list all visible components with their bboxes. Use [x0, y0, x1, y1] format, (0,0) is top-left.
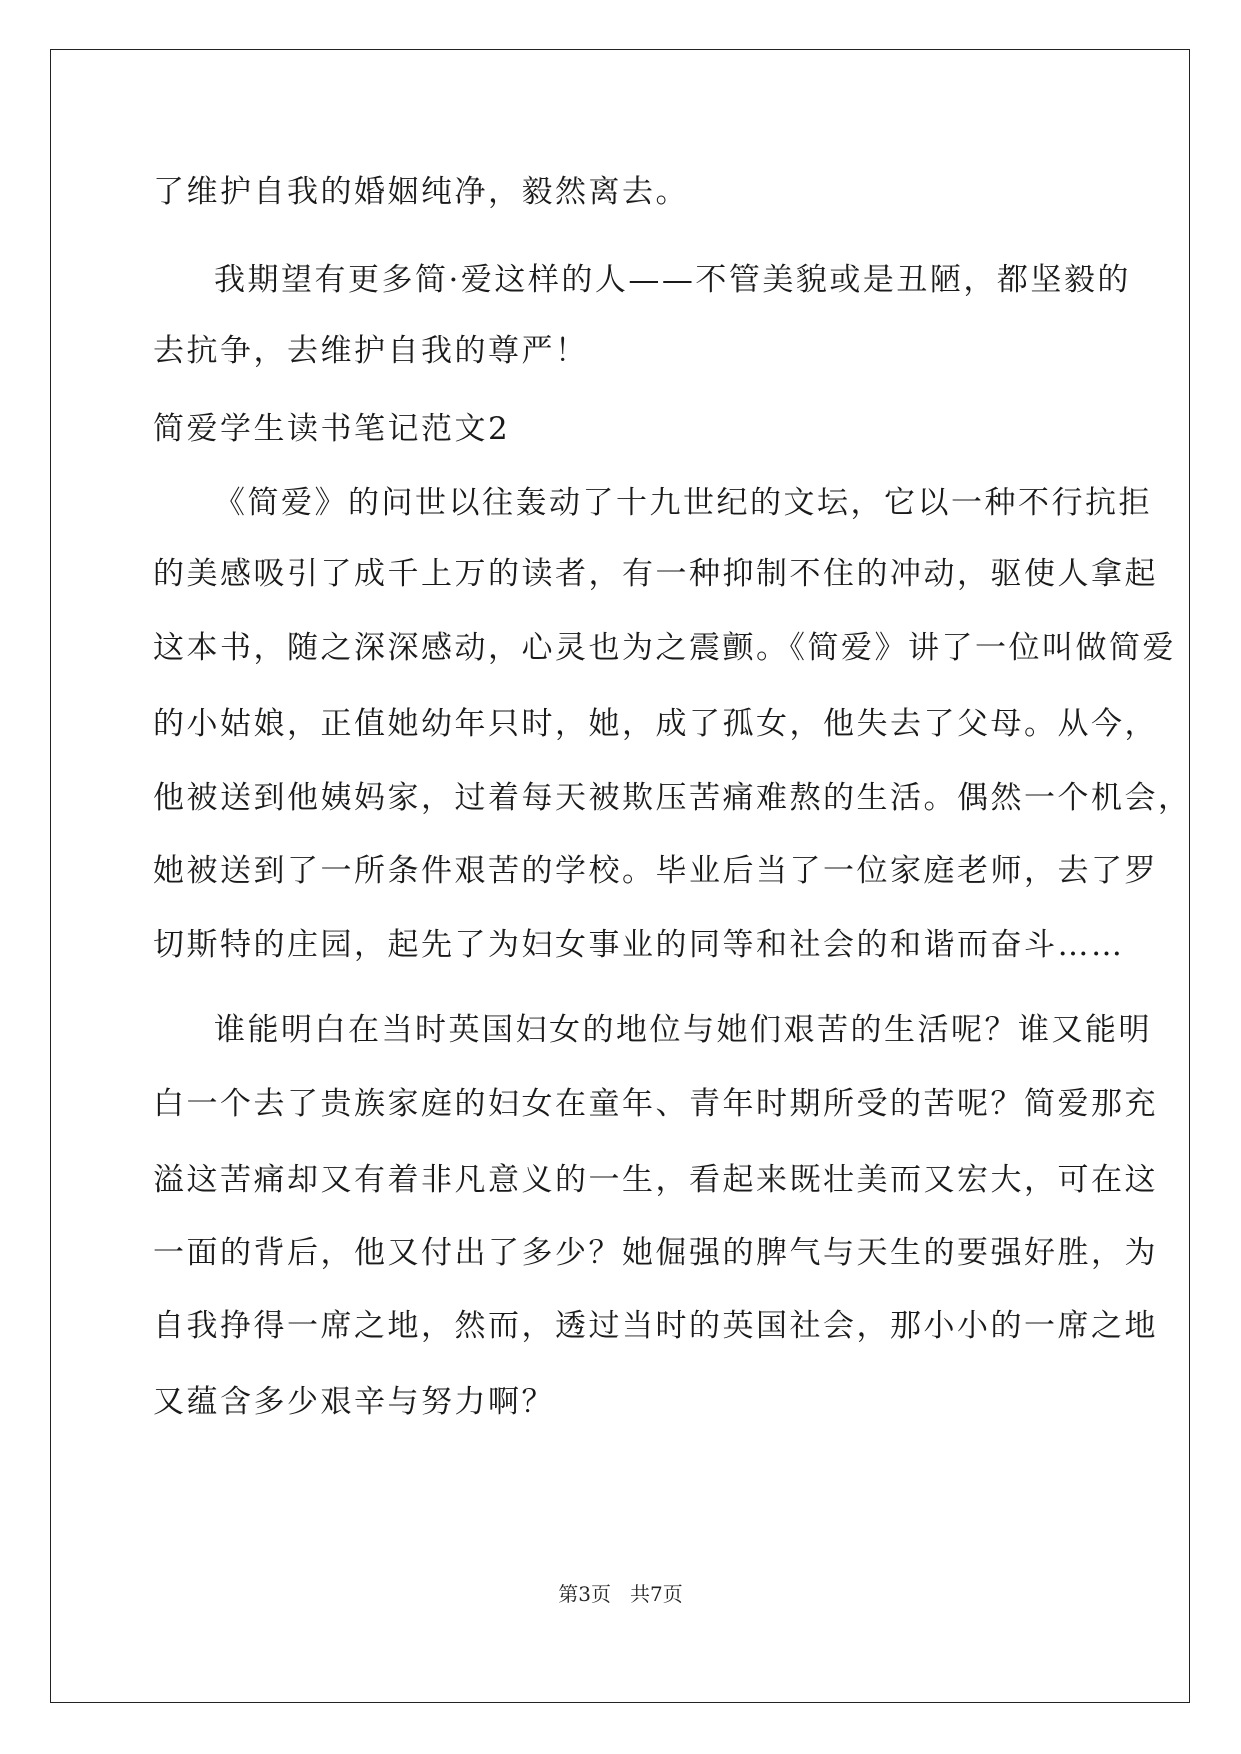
paragraph-line: 的美感吸引了成千上万的读者，有一种抑制不住的冲动，驱使人拿起 — [153, 556, 1158, 592]
section-heading: 简爱学生读书笔记范文2 — [153, 411, 511, 447]
paragraph-line: 他被送到他姨妈家，过着每天被欺压苦痛难熬的生活。偶然一个机会， — [153, 780, 1192, 816]
paragraph-line: 她被送到了一所条件艰苦的学校。毕业后当了一位家庭老师，去了罗 — [153, 853, 1158, 889]
paragraph-line: 这本书，随之深深感动，心灵也为之震颤。《简爱》讲了一位叫做简爱 — [153, 630, 1176, 666]
paragraph-line: 自我挣得一席之地，然而，透过当时的英国社会，那小小的一席之地 — [153, 1308, 1158, 1344]
paragraph-line: 溢这苦痛却又有着非凡意义的一生，看起来既壮美而又宏大，可在这 — [153, 1162, 1158, 1198]
paragraph-line: 白一个去了贵族家庭的妇女在童年、青年时期所受的苦呢？简爱那充 — [153, 1086, 1158, 1122]
page-number: 第3页 共7页 — [558, 1582, 683, 1606]
paragraph-line: 一面的背后，他又付出了多少？她倔强的脾气与天生的要强好胜，为 — [153, 1235, 1158, 1271]
paragraph-line: 谁能明白在当时英国妇女的地位与她们艰苦的生活呢？谁又能明 — [214, 1012, 1152, 1048]
paragraph-line: 《简爱》的问世以往轰动了十九世纪的文坛，它以一种不行抗拒 — [214, 485, 1152, 521]
paragraph-line: 又蕴含多少艰辛与努力啊？ — [153, 1384, 555, 1420]
paragraph-line: 的小姑娘，正值她幼年只时，她，成了孤女，他失去了父母。从今， — [153, 706, 1158, 742]
paragraph-line: 了维护自我的婚姻纯净，毅然离去。 — [153, 174, 689, 210]
paragraph-line: 切斯特的庄园，起先了为妇女事业的同等和社会的和谐而奋斗…… — [153, 927, 1125, 963]
paragraph-line: 我期望有更多简·爱这样的人——不管美貌或是丑陋，都坚毅的 — [214, 262, 1131, 298]
paragraph-line: 去抗争，去维护自我的尊严！ — [153, 333, 589, 369]
